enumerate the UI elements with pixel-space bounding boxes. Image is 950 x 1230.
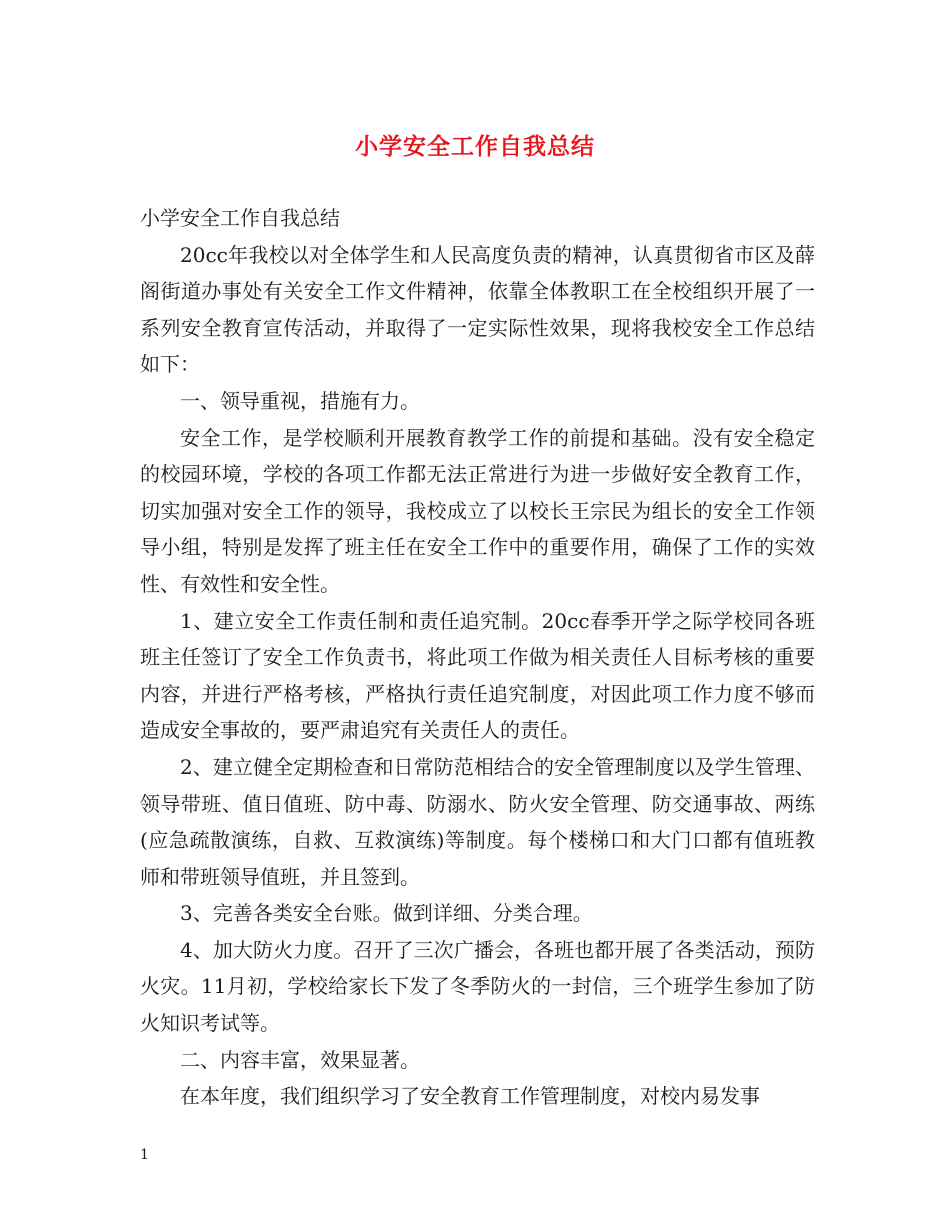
- paragraph-item-3: 3、完善各类安全台账。做到详细、分类合理。: [180, 901, 593, 926]
- paragraph-item-4: 4、加大防火力度。召开了三次广播会，各班也都开展了各类活动，预防火灾。11月初，学校给家长下发了冬季防火的一封信，三个班学生参加了防火知识考试等。: [140, 937, 815, 1036]
- section-heading-2: 二、内容丰富，效果显著。: [180, 1047, 420, 1072]
- paragraph-safety-work: 安全工作，是学校顺利开展教育教学工作的前提和基础。没有安全稳定的校园环境，学校的各项工作都无法正常进行为进一步做好安全教育工作，切实加强对安全工作的领导，我校成立了以校长王宗民为组长的安全工作领导小组，特别是发挥了班主任在安全工作中的重要作用，确保了工作的实效性、有效性和安全性。: [140, 425, 815, 596]
- paragraph-this-year: 在本年度，我们组织学习了安全教育工作管理制度，对校内易发事: [180, 1084, 760, 1109]
- paragraph-item-1: 1、建立安全工作责任制和责任追究制。20cc春季开学之际学校同各班班主任签订了安全工作负责书，将此项工作做为相关责任人目标考核的重要内容，并进行严格考核，严格执行责任追究制度，对因此项工作力度不够而造成安全事故的，要严肃追究有关责任人的责任。: [140, 608, 815, 743]
- paragraph-heading: 小学安全工作自我总结: [140, 206, 340, 230]
- page-number: 1: [140, 1147, 149, 1163]
- paragraph-intro: 20cc年我校以对全体学生和人民高度负责的精神，认真贯彻省市区及薛阁街道办事处有关安全工作文件精神，依靠全体教职工在全校组织开展了一系列安全教育宣传活动，并取得了一定实际性效果，现将我校安全工作总结如下：: [140, 242, 815, 377]
- document-title: 小学安全工作自我总结: [355, 133, 595, 160]
- document-body: [140, 200, 815, 1115]
- paragraph-item-2: 2、建立健全定期检查和日常防范相结合的安全管理制度以及学生管理、领导带班、值日值班、防中毒、防溺水、防火安全管理、防交通事故、两练(应急疏散演练，自救、互救演练)等制度。每个楼梯口和大门口都有值班教师和带班领导值班，并且签到。: [140, 754, 815, 889]
- section-heading-1: 一、领导重视，措施有力。: [180, 388, 420, 413]
